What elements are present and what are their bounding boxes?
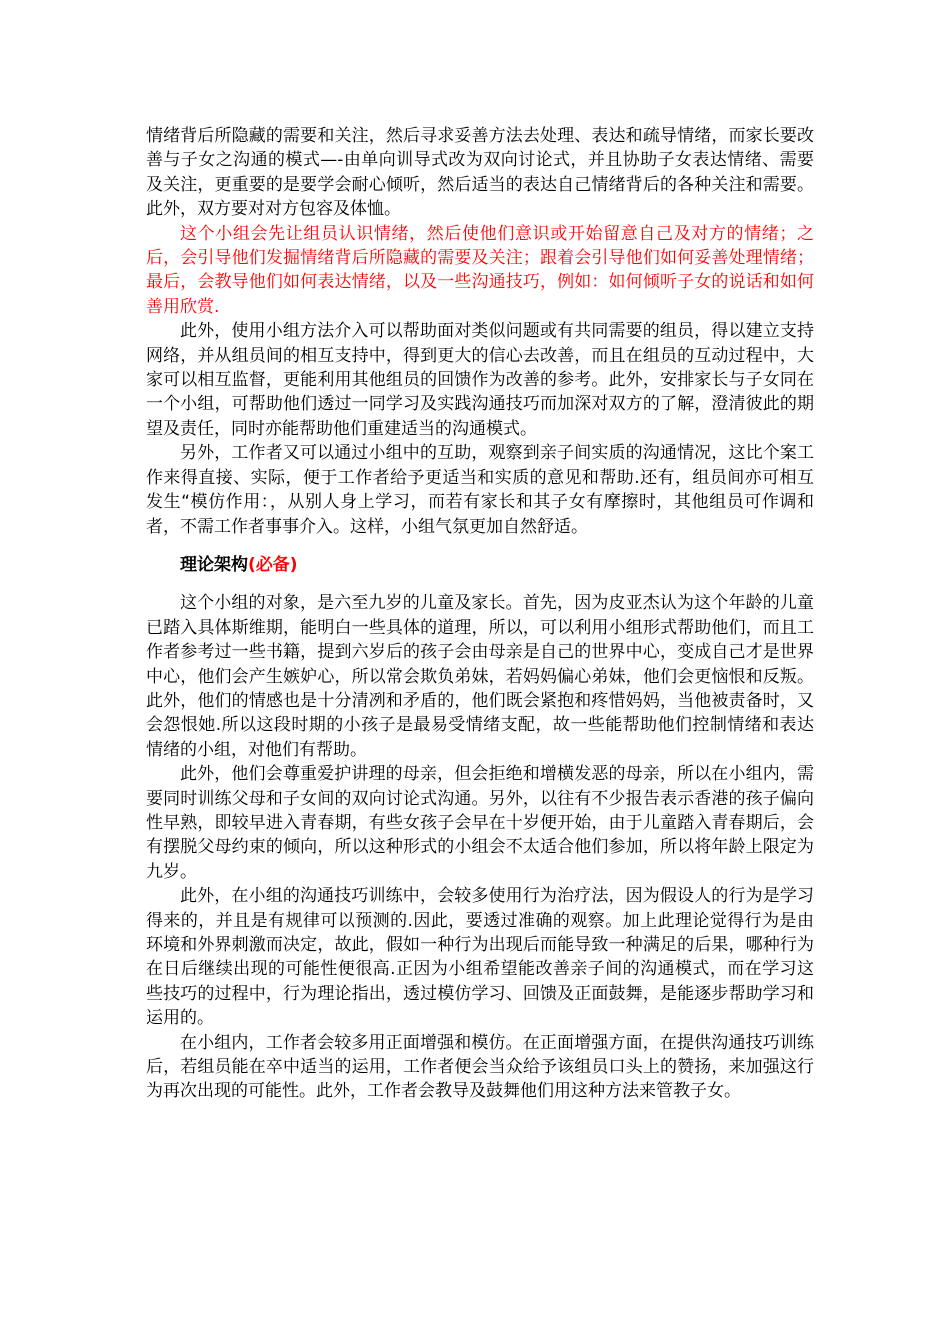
paragraph-mutual-help: 另外，工作者又可以通过小组中的互助，观察到亲子间实质的沟通情况，这比个案工作来得直接、实际，便于工作者给予更适当和实质的意见和帮助.还有，组员间亦可相互发生“模仿作用：，从别人身上学习，而若有家长和其子女有摩擦时，其他组员可作调和者，不需工作者事事介入。这样，小组气氛更加自然舒适。: [146, 443, 814, 537]
document-body: [146, 124, 814, 1104]
paragraph-target-children: 这个小组的对象，是六至九岁的儿童及家长。首先，因为皮亚杰认为这个年龄的儿童已踏入具体斯维期，能明白一些具体的道理，所以，可以利用小组形式帮助他们，而且工作者参考过一些书籍，提到六岁后的孩子会由母亲是自己的世界中心，变成自己才是世界中心，他们会产生嫉妒心，所以常会欺负弟妹，若妈妈偏心弟妹，他们会更恼恨和反叛。此外，他们的情感也是十分清冽和矛盾的，他们既会紧抱和疼惜妈妈，当他被责备时，又会怨恨她.所以这段时期的小孩子是最易受情绪支配，故一些能帮助他们控制情绪和表达情绪的小组，对他们有帮助。: [146, 593, 814, 760]
paragraph-behavior-therapy: 此外，在小组的沟通技巧训练中，会较多使用行为治疗法，因为假设人的行为是学习得来的，并且是有规律可以预测的.因此，要透过准确的观察。加上此理论觉得行为是由环境和外界刺激而决定，故此，假如一种行为出现后而能导致一种满足的后果，哪种行为在日后继续出现的可能性便很高.正因为小组希望能改善亲子间的沟通模式，而在学习这些技巧的过程中，行为理论指出，透过模仿学习、回馈及正面鼓舞，是能逐步帮助学习和运用的。: [146, 886, 814, 1029]
section-heading-title: 理论架构: [180, 554, 248, 575]
section-heading-theory-framework: [146, 553, 814, 577]
paragraph-support-network: 此外，使用小组方法介入可以帮助面对类似问题或有共同需要的组员，得以建立支持网络，并从组员间的相互支持中，得到更大的信心去改善，而且在组员的互动过程中，大家可以相互监督，更能利用其他组员的回馈作为改善的参考。此外，安排家长与子女同在一个小组，可帮助他们透过一同学习及实践沟通技巧而加深对双方的了解，澄清彼此的期望及责任，同时亦能帮助他们重建适当的沟通模式。: [146, 321, 814, 439]
paragraph-age-limit: 此外，他们会尊重爱护讲理的母亲，但会拒绝和增横发恶的母亲，所以在小组内，需要同时训练父母和子女间的双向讨论式沟通。另外，以往有不少报告表示香港的孩子偏向性早熟，即较早进入青春期，有些女孩子会早在十岁便开始，由于儿童踏入青春期后，会有摆脱父母约束的倾向，所以这种形式的小组会不太适合他们参加，所以将年龄上限定为九岁。: [146, 764, 814, 882]
section-heading-required-note: (必备): [248, 554, 298, 575]
paragraph-emotion-needs: 情绪背后所隐藏的需要和关注，然后寻求妥善方法去处理、表达和疏导情绪，而家长要改善与子女之沟通的模式—-由单向训导式改为双向讨论式，并且协助子女表达情绪、需要及关注，更重要的是要学会耐心倾听，然后适当的表达自己情绪背后的各种关注和需要。此外，双方要对对方包容及体恤。: [146, 126, 814, 220]
paragraph-group-plan-highlighted: 这个小组会先让组员认识情绪，然后使他们意识或开始留意自己及对方的情绪；之后，会引导他们发掘情绪背后所隐藏的需要及关注；跟着会引导他们如何妥善处理情绪；最后，会教导他们如何表达情绪，以及一些沟通技巧，例如：如何倾听子女的说话和如何善用欣赏.: [146, 223, 814, 317]
paragraph-positive-reinforcement: 在小组内，工作者会较多用正面增强和模仿。在正面增强方面，在提供沟通技巧训练后，若组员能在卒中适当的运用，工作者便会当众给予该组员口头上的赞扬，来加强这行为再次出现的可能性。此外，工作者会教导及鼓舞他们用这种方法来管教子女。: [146, 1032, 814, 1102]
